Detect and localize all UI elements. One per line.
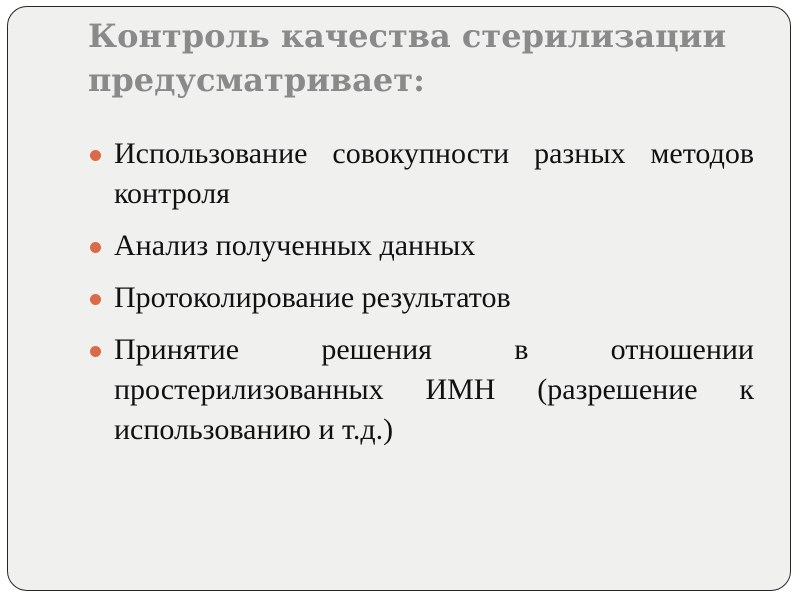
bullet-item-3 — [90, 278, 754, 318]
bullet-item-4 — [90, 330, 754, 450]
bullet-text-4: Принятие решения в отношении простерилизованных ИМН (разрешение к использованию и т.д.) — [114, 333, 754, 446]
bullet-item-1 — [90, 134, 754, 214]
bullet-text-2: Анализ полученных данных — [114, 229, 476, 262]
bullet-list — [90, 134, 754, 462]
slide-title: Контроль качества стерилизации предусматривает: — [88, 17, 727, 99]
bullet-dot-icon — [90, 346, 101, 357]
bullet-dot-icon — [90, 294, 101, 305]
bullet-dot-icon — [90, 150, 101, 161]
bullet-text-1: Использование совокупности разных методов контроля — [114, 137, 754, 210]
bullet-item-2 — [90, 226, 754, 266]
bullet-text-3: Протоколирование результатов — [114, 281, 511, 314]
bullet-dot-icon — [90, 242, 101, 253]
